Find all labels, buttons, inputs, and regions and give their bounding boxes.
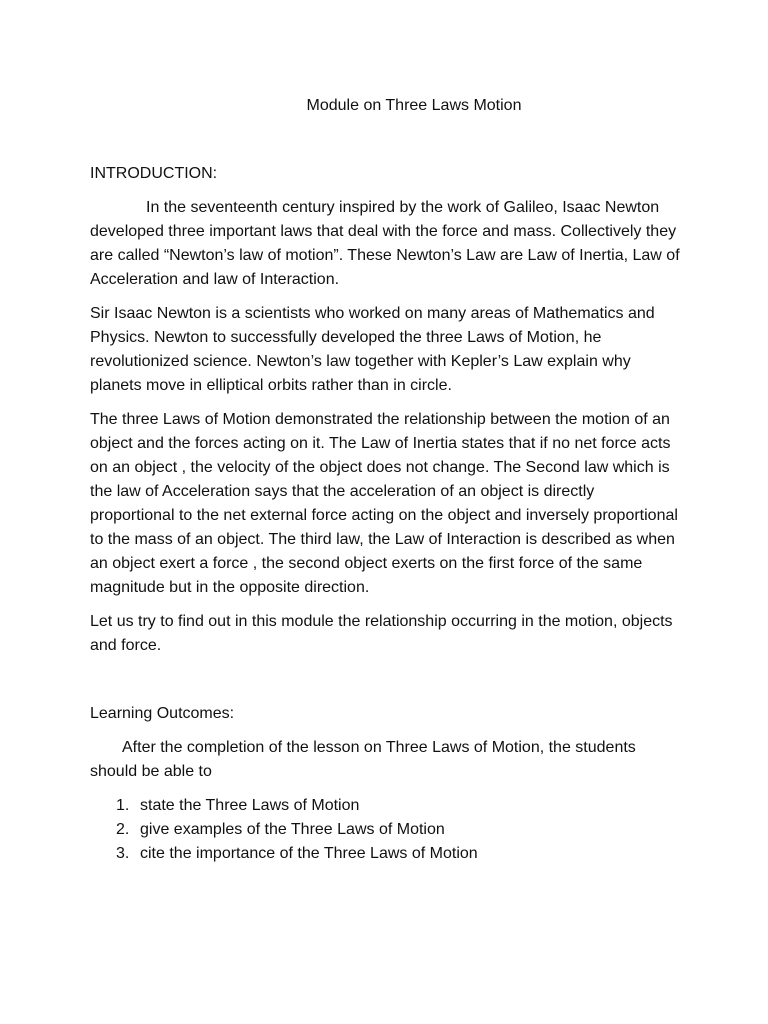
paragraph-3: The three Laws of Motion demonstrated the relationship between the motion of an object and the forces acting on it. The Law of Inertia states that if no net force acts on an object , the velocity of the object does not change. The Second law which is the law of Acceleration says that the acceleration of an object is directly proportional to the net external force acting on the object and inversely proportional to the mass of an object. The third law, the Law of Interaction is described as when an object exert a force , the second object exerts on the first force of the same magnitude but in the opposite direction. bbox=[90, 411, 678, 596]
paragraph-2: Sir Isaac Newton is a scientists who worked on many areas of Mathematics and Physics. Newton to successfully developed the three Laws of Motion, he revolutionized science. Newton’s law together with Kepler’s Law explain why planets move in elliptical orbits rather than in circle. bbox=[90, 305, 655, 394]
list-item-number: 2. bbox=[116, 821, 130, 838]
learning-outcomes-heading: Learning Outcomes: bbox=[90, 705, 235, 722]
paragraph-4: Let us try to find out in this module the relationship occurring in the motion, objects and force. bbox=[90, 613, 673, 654]
list-item bbox=[90, 818, 682, 842]
learning-outcomes-intro: After the completion of the lesson on Three Laws of Motion, the students should be able to bbox=[90, 739, 636, 780]
list-item-text: cite the importance of the Three Laws of Motion bbox=[140, 845, 478, 862]
document-body bbox=[90, 162, 682, 866]
section-spacer bbox=[90, 668, 682, 702]
list-item bbox=[90, 794, 682, 818]
list-item-number: 1. bbox=[116, 797, 130, 814]
learning-outcomes-list bbox=[90, 794, 682, 866]
introduction-heading: INTRODUCTION: bbox=[90, 165, 218, 182]
list-item-number: 3. bbox=[116, 845, 130, 862]
list-item-text: state the Three Laws of Motion bbox=[140, 797, 360, 814]
list-item bbox=[90, 842, 682, 866]
list-item-text: give examples of the Three Laws of Motion bbox=[140, 821, 445, 838]
paragraph-1: In the seventeenth century inspired by the work of Galileo, Isaac Newton developed three important laws that deal with the force and mass. Collectively they are called “Newton’s law of motion”. These Newton’s Law are Law of Inertia, Law of Acceleration and law of Interaction. bbox=[90, 199, 680, 288]
document-title: Module on Three Laws Motion bbox=[306, 97, 522, 114]
